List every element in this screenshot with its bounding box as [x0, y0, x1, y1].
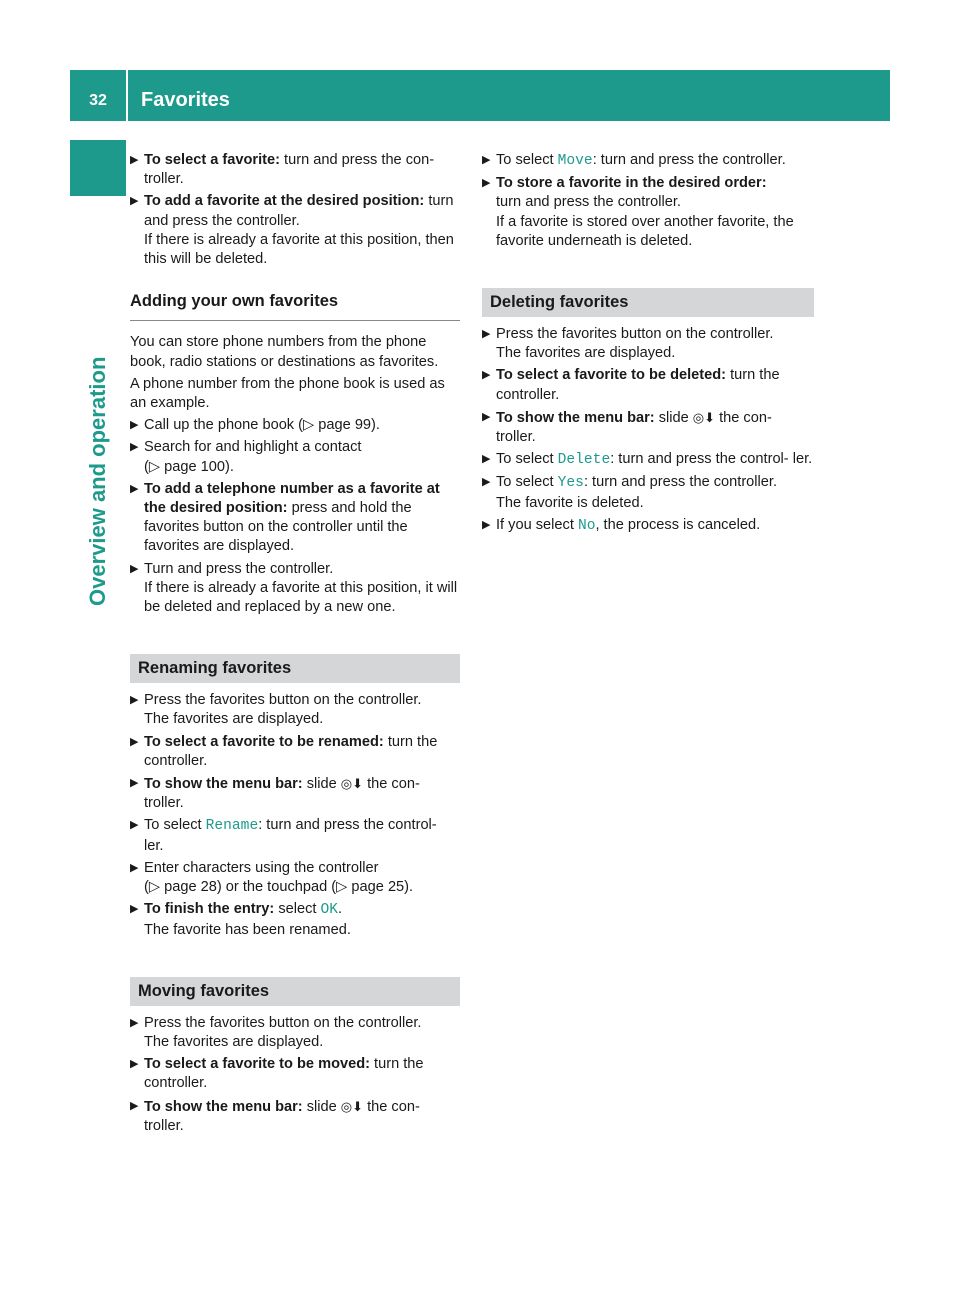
list-item: ▶ Call up the phone book (▷ page 99).: [130, 416, 460, 435]
list-item: ▶ To select a favorite to be moved: turn the controller.: [130, 1056, 424, 1092]
menu-item-delete: Delete: [557, 452, 611, 469]
side-label: [84, 206, 112, 606]
controller-slide-down-icon: ◎⬇: [340, 776, 364, 792]
list-item: ▶ To select Delete: turn and press the control- ler.: [482, 451, 813, 469]
bullet-arrow-icon: ▶: [482, 518, 491, 531]
bullet-arrow-icon: ▶: [130, 1016, 139, 1029]
menu-item-yes: Yes: [557, 475, 584, 492]
bullet-arrow-icon: ▶: [130, 1058, 139, 1071]
list-item: ▶ To select Yes: turn and press the controller. The favorite is deleted.: [482, 474, 778, 511]
list-item: ▶ To show the menu bar: slide ◎⬇ the con- troller.: [482, 409, 772, 446]
bullet-arrow-icon: ▶: [130, 819, 139, 832]
bullet-arrow-icon: ▶: [130, 154, 139, 166]
menu-item-ok: OK: [320, 902, 339, 919]
left-column: [130, 151, 460, 1136]
side-tab-marker: [70, 140, 126, 196]
bullet-arrow-icon: ▶: [482, 369, 491, 382]
list-item: ▶ Enter characters using the controller (▷ page 28) or the touchpad (▷ page 25).: [130, 859, 414, 896]
bullet-arrow-icon: ▶: [130, 441, 139, 454]
list-item: ▶ Search for and highlight a contact (▷ page 100).: [130, 439, 362, 475]
controller-slide-down-icon: ◎⬇: [340, 1098, 364, 1114]
bullet-arrow-icon: ▶: [130, 562, 139, 575]
list-item: ▶ Press the favorites button on the controller. The favorites are displayed.: [130, 692, 422, 728]
header-divider: [126, 70, 128, 121]
section-heading-adding: Adding your own favorites: [130, 292, 460, 321]
list-item: ▶ If you select No, the process is canceled.: [482, 516, 761, 534]
menu-item-no: No: [577, 517, 596, 534]
section-heading-renaming: Renaming favorites: [130, 654, 460, 683]
list-item: ▶ To select a favorite: turn and press the con- troller.: [130, 152, 435, 188]
bullet-arrow-icon: ▶: [130, 735, 139, 748]
list-item: ▶ To add a favorite at the desired position: turn and press the controller. If there is already a favorite at this position, then this will be deleted.: [130, 193, 454, 268]
bullet-arrow-icon: ▶: [482, 453, 491, 466]
list-item: ▶ To select a favorite to be deleted: turn the controller.: [482, 367, 780, 403]
list-item: ▶ To select Move: turn and press the controller.: [482, 152, 786, 169]
list-item: ▶ To store a favorite in the desired order: turn and press the controller. If a favorite is stored over another favorite, the favorite underneath is deleted.: [482, 175, 794, 249]
bullet-arrow-icon: ▶: [130, 195, 139, 208]
list-item: ▶ To select Rename: turn and press the control- ler.: [130, 817, 437, 854]
page-title: Favorites: [141, 89, 230, 111]
list-item: ▶ To select a favorite to be renamed: turn the controller.: [130, 733, 438, 769]
bullet-arrow-icon: ▶: [130, 694, 139, 707]
menu-item-move: Move: [557, 153, 593, 169]
list-item: ▶ Press the favorites button on the controller. The favorites are displayed.: [130, 1014, 422, 1050]
bullet-arrow-icon: ▶: [130, 1099, 139, 1112]
bullet-arrow-icon: ▶: [482, 476, 491, 489]
bullet-arrow-icon: ▶: [130, 903, 139, 916]
section-heading-moving: Moving favorites: [130, 977, 460, 1006]
list-item: ▶ To add a telephone number as a favorite at the desired position: press and hold the favorites button on the controller until the favorites are displayed.: [130, 480, 440, 555]
bullet-arrow-icon: ▶: [130, 777, 139, 790]
list-item: ▶ To show the menu bar: slide ◎⬇ the con- troller.: [130, 1098, 420, 1134]
list-item: ▶ Press the favorites button on the controller. The favorites are displayed.: [482, 326, 774, 362]
section-heading-deleting: Deleting favorites: [482, 288, 814, 317]
menu-item-rename: Rename: [205, 818, 259, 835]
right-column: [482, 151, 814, 536]
controller-slide-down-icon: ◎⬇: [692, 409, 716, 425]
side-label-text: Overview and operation: [85, 356, 110, 606]
paragraph: A phone number from the phone book is used as an example.: [130, 375, 445, 412]
bullet-arrow-icon: ▶: [482, 328, 491, 341]
page-number: 32: [89, 92, 107, 109]
paragraph: You can store phone numbers from the phone book, radio stations or destinations as favorites.: [130, 334, 439, 370]
list-item: ▶ To show the menu bar: slide ◎⬇ the con- troller.: [130, 776, 420, 812]
list-item: ▶ Turn and press the controller. If there is already a favorite at this position, it will be deleted and replaced by a new one.: [130, 560, 458, 616]
bullet-arrow-icon: ▶: [482, 410, 491, 423]
list-item: ▶ To finish the entry: select OK. The favorite has been renamed.: [130, 901, 351, 938]
bullet-arrow-icon: ▶: [130, 419, 139, 432]
bullet-arrow-icon: ▶: [130, 861, 139, 874]
bullet-arrow-icon: ▶: [130, 482, 139, 495]
bullet-arrow-icon: ▶: [482, 177, 491, 190]
bullet-arrow-icon: ▶: [482, 154, 491, 166]
